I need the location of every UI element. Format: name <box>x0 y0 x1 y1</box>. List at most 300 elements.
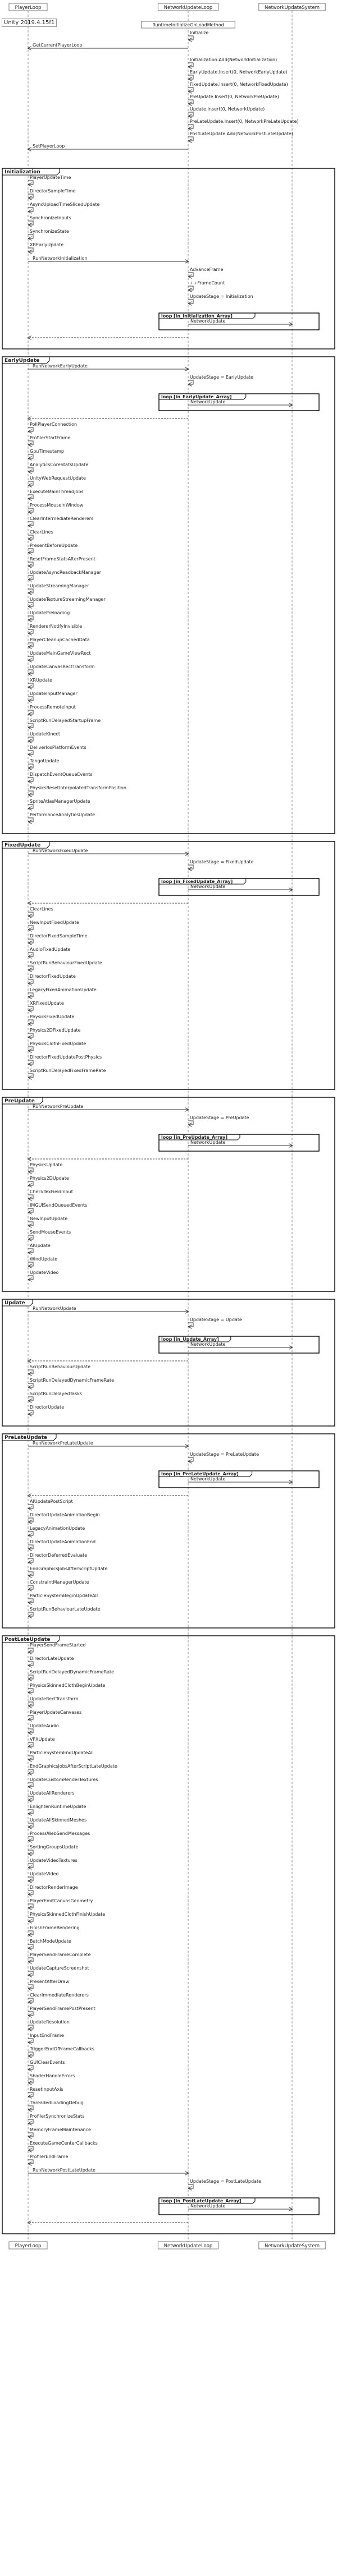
update-step-label: UpdateStage = EarlyUpdate <box>190 375 254 380</box>
playerloop-step-label: NewInputUpdate <box>30 1216 68 1221</box>
playerloop-step-arrow <box>28 966 33 970</box>
self-message-arrow <box>188 100 193 104</box>
loop-keyword: loop <box>161 314 172 319</box>
loop-message-label: NetworkUpdate <box>190 319 226 324</box>
playerloop-step-label: PollPlayerConnection <box>30 422 78 427</box>
playerloop-step-label: UpdatePreloading <box>30 610 70 615</box>
playerloop-step-label: UpdateKinect <box>30 732 60 737</box>
playerloop-step-label: GpuTimestamp <box>30 449 65 454</box>
playerloop-step-label: ClearLines <box>30 530 53 535</box>
playerloop-step-arrow <box>28 562 33 566</box>
playerloop-step-label: DeliverIosPlatformEvents <box>30 745 86 750</box>
loop-message-label: NetworkUpdate <box>190 1140 226 1145</box>
playerloop-step-label: DirectorFixedUpdate <box>30 974 76 979</box>
playerloop-step-label: IMGUISendQueuedEvents <box>30 1203 88 1208</box>
playerloop-step-label: ProfilerSynchronizeStats <box>30 2114 85 2119</box>
playerloop-step-arrow <box>28 2119 33 2123</box>
playerloop-step-label: ScriptRunBehaviourLateUpdate <box>30 1607 101 1612</box>
loop-message-label: NetworkUpdate <box>190 1342 226 1347</box>
playerloop-step-arrow <box>28 589 33 593</box>
self-message-label: PostLateUpdate.Add(NetworkPostLateUpdate) <box>190 131 293 136</box>
playerloop-step-label: PlayerSendFrameComplete <box>30 1952 91 1957</box>
playerloop-step-arrow <box>28 1944 33 1948</box>
playerloop-step-arrow <box>28 1599 33 1603</box>
playerloop-step-label: ScriptRunDelayedFixedFrameRate <box>30 1068 106 1073</box>
playerloop-step-label: NewInputFixedUpdate <box>30 920 79 925</box>
playerloop-step-label: ParticleSystemEndUpdateAll <box>30 1750 94 1755</box>
playerloop-step-arrow <box>28 616 33 620</box>
playerloop-step-label: ExecuteMainThreadJobs <box>30 489 84 494</box>
update-step-label: UpdateStage = Update <box>190 1317 242 1322</box>
playerloop-step-arrow <box>28 1020 33 1024</box>
update-step-arrow <box>188 865 193 869</box>
message-label: SetPlayerLoop <box>33 144 65 149</box>
playerloop-step-label: UpdateStreamingManager <box>30 583 89 588</box>
self-message-arrow <box>188 137 193 141</box>
playerloop-step-arrow <box>28 1715 33 1719</box>
playerloop-step-label: DirectorRenderImage <box>30 1885 78 1890</box>
update-step-label: UpdateStage = FixedUpdate <box>190 859 254 864</box>
playerloop-step-label: PhysicsResetInterpolatedTransformPosition <box>30 785 126 790</box>
playerloop-step-arrow <box>28 1917 33 1921</box>
playerloop-step-label: VFXUpdate <box>30 1737 55 1742</box>
playerloop-step-arrow <box>28 670 33 674</box>
loop-keyword: loop <box>161 1135 172 1140</box>
playerloop-step-arrow <box>28 1877 33 1881</box>
playerloop-step-label: ResetInputAxis <box>30 2087 63 2092</box>
playerloop-step-label: UpdateResolution <box>30 2020 70 2025</box>
self-message-label: Initialization.Add(NetworkInitialization) <box>190 57 277 62</box>
playerloop-step-arrow <box>28 1558 33 1562</box>
update-step-label: UpdateStage = PostLateUpdate <box>190 2179 262 2184</box>
playerloop-step-arrow <box>28 953 33 956</box>
loop-condition: [in_FixedUpdate_Array] <box>174 879 233 884</box>
self-message-arrow <box>188 63 193 67</box>
playerloop-step-arrow <box>28 1222 33 1226</box>
playerloop-step-arrow <box>28 697 33 701</box>
playerloop-step-arrow <box>28 1612 33 1616</box>
playerloop-step-label: TriggerEndOfFrameCallbacks <box>30 2046 94 2051</box>
loop-condition: [in_Update_Array] <box>174 1337 219 1342</box>
self-message-arrow <box>188 36 193 40</box>
playerloop-step-arrow <box>28 1276 33 1280</box>
playerloop-step-arrow <box>28 2133 33 2137</box>
loop-message-label: NetworkUpdate <box>190 2204 226 2209</box>
playerloop-step-arrow <box>28 1370 33 1374</box>
playerloop-step-label: ParticleSystemBeginUpdateAll <box>30 1593 98 1598</box>
playerloop-step-label: Physics2DUpdate <box>30 1176 69 1181</box>
loop-condition: [in_PreUpdate_Array] <box>174 1135 228 1140</box>
update-step-arrow <box>188 380 193 384</box>
playerloop-step-label: DirectorUpdate <box>30 1405 65 1410</box>
playerloop-step-label: ClearLines <box>30 907 53 912</box>
run-call-label: RunNetworkEarlyUpdate <box>33 364 88 369</box>
playerloop-step-arrow <box>28 643 33 647</box>
playerloop-step-label: UpdateCanvasRectTransform <box>30 664 95 669</box>
playerloop-step-label: AnalyticsCoreStatsUpdate <box>30 462 89 467</box>
self-message-arrow <box>188 125 193 128</box>
playerloop-step-label: DirectorDeferredEvaluate <box>30 1553 88 1558</box>
playerloop-step-label: DirectorLateUpdate <box>30 1656 74 1661</box>
update-step-arrow <box>188 1457 193 1461</box>
playerloop-step-arrow <box>28 818 33 822</box>
playerloop-step-arrow <box>28 764 33 768</box>
playerloop-step-label: LegacyFixedAnimationUpdate <box>30 987 97 992</box>
playerloop-step-arrow <box>28 778 33 781</box>
playerloop-step-label: RendererNotifyInvisible <box>30 624 83 629</box>
playerloop-step-arrow <box>28 1168 33 1172</box>
playerloop-step-label: ScriptRunBehaviourFixedUpdate <box>30 960 102 965</box>
playerloop-step-arrow <box>28 2146 33 2150</box>
update-step-label: UpdateStage = PreLateUpdate <box>190 1452 259 1457</box>
playerloop-step-label: MemoryFrameMaintenance <box>30 2127 91 2132</box>
playerloop-step-arrow <box>28 495 33 499</box>
playerloop-step-arrow <box>28 804 33 808</box>
update-step-label: AdvanceFrame <box>190 267 224 272</box>
playerloop-step-label: ThreadedLoadingDebug <box>30 2100 84 2105</box>
playerloop-step-arrow <box>28 683 33 687</box>
update-step-arrow <box>188 273 193 277</box>
playerloop-step-arrow <box>28 1823 33 1827</box>
playerloop-step-label: UpdateMainGameViewRect <box>30 651 91 656</box>
participant-label: PlayerLoop <box>15 5 42 11</box>
playerloop-step-arrow <box>28 1195 33 1199</box>
playerloop-step-arrow <box>28 427 33 431</box>
update-step-arrow <box>188 1323 193 1327</box>
playerloop-step-label: UpdateCaptureScreenshot <box>30 1966 89 1971</box>
playerloop-step-arrow <box>28 454 33 458</box>
playerloop-step-label: DirectorFixedSampleTime <box>30 933 88 939</box>
playerloop-step-arrow <box>28 2052 33 2056</box>
playerloop-step-arrow <box>28 576 33 579</box>
playerloop-step-label: UpdateVideo <box>30 1270 59 1275</box>
participant-label: NetworkUpdateSystem <box>265 5 320 11</box>
playerloop-step-arrow <box>28 1060 33 1064</box>
playerloop-step-arrow <box>28 1783 33 1787</box>
playerloop-step-label: PhysicsFixedUpdate <box>30 1014 75 1019</box>
group-title: PreUpdate <box>4 1098 35 1104</box>
playerloop-step-arrow <box>28 481 33 485</box>
run-call-label: RunNetworkInitialization <box>33 256 88 261</box>
playerloop-step-label: ScriptRunDelayedDynamicFrameRate <box>30 1669 115 1675</box>
playerloop-step-label: PlayerSendFrameStarted <box>30 1643 86 1648</box>
loop-keyword: loop <box>161 1471 172 1476</box>
playerloop-step-arrow <box>28 1756 33 1760</box>
playerloop-step-arrow <box>28 2025 33 2029</box>
playerloop-step-arrow <box>28 248 33 252</box>
loop-keyword: loop <box>161 1337 172 1342</box>
update-step-arrow <box>188 2184 193 2188</box>
playerloop-step-arrow <box>28 2106 33 2110</box>
playerloop-step-arrow <box>28 468 33 472</box>
playerloop-step-label: ProcessMouseInWindow <box>30 503 84 508</box>
playerloop-step-label: AIUpdatePostScript <box>30 1499 73 1504</box>
group-title: PreLateUpdate <box>4 1435 48 1441</box>
playerloop-step-arrow <box>28 1837 33 1841</box>
self-message-label: Initialize <box>190 30 209 35</box>
playerloop-step-label: PlayerEmitCanvasGeometry <box>30 1898 93 1903</box>
playerloop-step-arrow <box>28 221 33 225</box>
playerloop-step-arrow <box>28 1383 33 1387</box>
group-frame <box>2 1434 335 1628</box>
playerloop-step-label: UpdateVideo <box>30 1871 59 1876</box>
playerloop-step-arrow <box>28 1047 33 1051</box>
playerloop-step-label: PlayerCleanupCachedData <box>30 637 90 642</box>
group-title: EarlyUpdate <box>4 358 40 364</box>
playerloop-step-arrow <box>28 1729 33 1733</box>
loop-message-label: NetworkUpdate <box>190 1476 226 1482</box>
playerloop-step-arrow <box>28 710 33 714</box>
playerloop-step-label: PresentBeforeUpdate <box>30 543 78 548</box>
group-frame <box>2 1097 335 1291</box>
playerloop-step-label: XRUpdate <box>30 678 53 683</box>
playerloop-step-arrow <box>28 602 33 606</box>
playerloop-step-arrow <box>28 441 33 445</box>
playerloop-step-label: InputEndFrame <box>30 2033 64 2038</box>
playerloop-step-arrow <box>28 1904 33 1908</box>
playerloop-step-label: SortingGroupsUpdate <box>30 1844 79 1850</box>
playerloop-step-arrow <box>28 926 33 930</box>
playerloop-step-label: CheckTexFieldInput <box>30 1189 73 1194</box>
playerloop-step-arrow <box>28 1208 33 1212</box>
playerloop-step-arrow <box>28 508 33 512</box>
group-title: FixedUpdate <box>4 843 41 848</box>
playerloop-step-arrow <box>28 2092 33 2096</box>
playerloop-step-arrow <box>28 939 33 943</box>
run-call-label: RunNetworkFixedUpdate <box>33 848 88 853</box>
playerloop-step-arrow <box>28 629 33 633</box>
playerloop-step-label: AIUpdate <box>30 1243 51 1248</box>
playerloop-step-arrow <box>28 1810 33 1814</box>
playerloop-step-label: ClearImmediateRenderers <box>30 1993 89 1998</box>
playerloop-step-label: TangoUpdate <box>30 758 60 763</box>
playerloop-step-label: ProfilerStartFrame <box>30 435 71 440</box>
playerloop-step-arrow <box>28 1545 33 1549</box>
update-step-label: UpdateStage = Initialization <box>190 294 253 299</box>
playerloop-step-arrow <box>28 535 33 539</box>
group-title: Update <box>4 1300 25 1306</box>
playerloop-step-label: WindUpdate <box>30 1257 58 1262</box>
self-message-label: Update.Insert(0, NetworkUpdate) <box>190 107 265 112</box>
playerloop-step-label: BatchModeUpdate <box>30 1939 71 1944</box>
playerloop-step-label: UpdateInputManager <box>30 691 78 696</box>
playerloop-step-arrow <box>28 1585 33 1589</box>
playerloop-step-label: SendMouseEvents <box>30 1230 71 1235</box>
participant-label: NetworkUpdateLoop <box>163 2243 213 2249</box>
playerloop-step-label: ProcessWebSendMessages <box>30 1831 90 1836</box>
playerloop-step-arrow <box>28 1769 33 1773</box>
playerloop-step-label: SynchronizeState <box>30 229 69 234</box>
playerloop-step-arrow <box>28 912 33 916</box>
playerloop-step-arrow <box>28 1675 33 1679</box>
playerloop-step-label: PlayerUpdateTime <box>30 175 71 180</box>
loop-condition: [in_PostLateUpdate_Array] <box>174 2198 242 2204</box>
playerloop-step-arrow <box>28 1074 33 1078</box>
playerloop-step-arrow <box>28 1505 33 1508</box>
message-label: GetCurrentPlayerLoop <box>33 43 83 48</box>
loop-keyword: loop <box>161 2198 172 2204</box>
playerloop-step-label: SynchronizeInputs <box>30 215 71 220</box>
playerloop-step-label: DirectorSampleTime <box>30 188 76 194</box>
playerloop-step-arrow <box>28 1518 33 1522</box>
loop-keyword: loop <box>161 394 172 399</box>
playerloop-step-arrow <box>28 2039 33 2043</box>
participant-label: NetworkUpdateLoop <box>163 5 213 11</box>
playerloop-step-arrow <box>28 1662 33 1666</box>
playerloop-step-arrow <box>28 1572 33 1576</box>
playerloop-step-label: ProfilerEndFrame <box>30 2154 69 2159</box>
playerloop-step-arrow <box>28 1931 33 1935</box>
playerloop-step-label: SpriteAtlasManagerUpdate <box>30 799 90 804</box>
loop-message-label: NetworkUpdate <box>190 399 226 404</box>
playerloop-step-label: GUIClearEvents <box>30 2060 65 2065</box>
playerloop-step-label: ExecuteGameCenterCallbacks <box>30 2141 98 2146</box>
playerloop-step-arrow <box>28 1850 33 1854</box>
playerloop-step-arrow <box>28 1689 33 1692</box>
playerloop-step-label: ScriptRunDelayedStartupFrame <box>30 718 101 723</box>
playerloop-step-label: UpdateTextureStreamingManager <box>30 597 106 602</box>
playerloop-step-arrow <box>28 751 33 755</box>
playerloop-step-label: XRFixedUpdate <box>30 1001 64 1006</box>
playerloop-step-arrow <box>28 1702 33 1706</box>
update-step-arrow <box>188 300 193 303</box>
run-call-label: RunNetworkPreLateUpdate <box>33 1441 93 1446</box>
playerloop-step-arrow <box>28 993 33 997</box>
playerloop-step-label: ScriptRunBehaviourUpdate <box>30 1364 91 1369</box>
playerloop-step-arrow <box>28 1006 33 1010</box>
note-label: RuntimeInitializeOnLoadMethod <box>152 22 224 27</box>
playerloop-step-arrow <box>28 656 33 660</box>
loop-condition: [in_EarlyUpdate_Array] <box>174 394 232 399</box>
playerloop-step-label: PhysicsSkinnedClothFinishUpdate <box>30 1912 106 1917</box>
playerloop-step-arrow <box>28 1262 33 1266</box>
run-call-label: RunNetworkPostLateUpdate <box>33 2168 95 2173</box>
playerloop-step-label: ClearIntermediateRenderers <box>30 516 94 521</box>
playerloop-step-label: FinishFrameRendering <box>30 1925 80 1930</box>
playerloop-step-arrow <box>28 1958 33 1962</box>
playerloop-step-label: AudioFixedUpdate <box>30 947 71 952</box>
playerloop-step-arrow <box>28 2079 33 2083</box>
playerloop-step-label: DispatchEventQueueEvents <box>30 772 93 777</box>
playerloop-step-arrow <box>28 1890 33 1894</box>
self-message-label: PreUpdate.Insert(0, NetworkPreUpdate) <box>190 94 279 99</box>
diagram-title: Unity 2019.4.15f1 <box>2 19 57 27</box>
loop-condition: [in_PreLateUpdate_Array] <box>174 1471 239 1476</box>
playerloop-step-arrow <box>28 1235 33 1239</box>
group-title: Initialization <box>4 169 40 175</box>
self-message-arrow <box>188 75 193 79</box>
playerloop-step-label: DirectorUpdateAnimationEnd <box>30 1539 96 1544</box>
playerloop-step-arrow <box>28 2160 33 2164</box>
loop-message-label: NetworkUpdate <box>190 884 226 889</box>
playerloop-step-arrow <box>28 2012 33 2016</box>
playerloop-step-arrow <box>28 724 33 728</box>
playerloop-step-arrow <box>28 2066 33 2069</box>
playerloop-step-label: DirectorUpdateAnimationBegin <box>30 1512 100 1517</box>
self-message-label: PreLateUpdate.Insert(0, NetworkPreLateUpdate) <box>190 119 299 124</box>
self-message-label: FixedUpdate.Insert(0, NetworkFixedUpdate) <box>190 82 288 87</box>
playerloop-step-label: LegacyAnimationUpdate <box>30 1526 85 1531</box>
playerloop-step-arrow <box>28 1985 33 1989</box>
loop-condition: [in_Initialization_Array] <box>174 314 233 319</box>
playerloop-step-label: DirectorFixedUpdatePostPhysics <box>30 1055 102 1060</box>
playerloop-step-label: UnityWebRequestUpdate <box>30 476 86 481</box>
update-step-arrow <box>188 1121 193 1125</box>
group-title: PostLateUpdate <box>4 1637 51 1643</box>
playerloop-step-label: PhysicsSkinnedClothBeginUpdate <box>30 1683 106 1688</box>
playerloop-step-arrow <box>28 979 33 983</box>
playerloop-step-arrow <box>28 181 33 185</box>
playerloop-step-label: ResetFrameStatsAfterPresent <box>30 556 95 562</box>
run-call-label: RunNetworkUpdate <box>33 1306 76 1311</box>
participant-label: NetworkUpdateSystem <box>265 2243 320 2249</box>
playerloop-step-arrow <box>28 791 33 795</box>
playerloop-step-label: Physics2DFixedUpdate <box>30 1028 81 1033</box>
playerloop-step-label: ScriptRunDelayedDynamicFrameRate <box>30 1378 115 1383</box>
playerloop-step-arrow <box>28 1410 33 1414</box>
playerloop-step-label: UpdateCustomRenderTextures <box>30 1777 98 1782</box>
playerloop-step-label: UpdateVideoTextures <box>30 1858 78 1863</box>
run-call-label: RunNetworkPreUpdate <box>33 1104 84 1109</box>
playerloop-step-label: UpdateAllSkinnedMeshes <box>30 1818 87 1823</box>
playerloop-step-label: UpdateRectTransform <box>30 1696 79 1701</box>
playerloop-step-label: UpdateAsyncReadbackManager <box>30 570 101 575</box>
update-step-arrow <box>188 286 193 290</box>
playerloop-step-label: EnlightenRuntimeUpdate <box>30 1804 86 1809</box>
playerloop-step-arrow <box>28 1531 33 1535</box>
self-message-arrow <box>188 88 193 91</box>
playerloop-step-arrow <box>28 1864 33 1867</box>
playerloop-step-arrow <box>28 234 33 238</box>
playerloop-step-arrow <box>28 208 33 211</box>
playerloop-step-label: PhysicsUpdate <box>30 1162 63 1167</box>
playerloop-step-label: ShaderHandleErrors <box>30 2073 75 2078</box>
self-message-arrow <box>188 112 193 116</box>
self-message-label: EarlyUpdate.Insert(0, NetworkEarlyUpdate) <box>190 70 288 75</box>
update-step-label: UpdateStage = PreUpdate <box>190 1115 249 1120</box>
playerloop-step-label: ProcessRemoteInput <box>30 705 76 710</box>
playerloop-step-label: PerformanceAnalyticsUpdate <box>30 812 95 817</box>
playerloop-step-label: ConstraintManagerUpdate <box>30 1580 89 1585</box>
playerloop-step-label: PlayerSendFramePostPresent <box>30 2006 95 2011</box>
playerloop-step-arrow <box>28 522 33 526</box>
playerloop-step-arrow <box>28 737 33 741</box>
playerloop-step-arrow <box>28 1742 33 1746</box>
playerloop-step-arrow <box>28 1971 33 1975</box>
playerloop-step-label: ScriptRunDelayedTasks <box>30 1391 82 1396</box>
playerloop-step-arrow <box>28 549 33 553</box>
playerloop-step-label: UpdateAllRenderers <box>30 1791 75 1796</box>
playerloop-step-label: EndGraphicsJobsAfterScriptLateUpdate <box>30 1764 117 1769</box>
playerloop-step-label: PresentAfterDraw <box>30 1979 70 1984</box>
playerloop-step-label: PlayerUpdateCanvases <box>30 1710 82 1715</box>
update-step-label: ++FrameCount <box>190 280 225 286</box>
playerloop-step-arrow <box>28 194 33 198</box>
playerloop-step-label: XREarlyUpdate <box>30 242 64 247</box>
playerloop-step-label: PhysicsClothFixedUpdate <box>30 1041 86 1046</box>
playerloop-step-arrow <box>28 1181 33 1185</box>
playerloop-step-arrow <box>28 1796 33 1800</box>
loop-keyword: loop <box>161 879 172 884</box>
playerloop-step-arrow <box>28 1648 33 1652</box>
playerloop-step-arrow <box>28 1249 33 1253</box>
playerloop-step-label: UpdateAudio <box>30 1723 59 1728</box>
playerloop-step-arrow <box>28 1397 33 1401</box>
participant-label: PlayerLoop <box>15 2243 42 2249</box>
playerloop-step-label: EndGraphicsJobsAfterScriptUpdate <box>30 1566 108 1571</box>
playerloop-step-label: AsyncUploadTimeSlicedUpdate <box>30 202 100 207</box>
playerloop-step-arrow <box>28 1998 33 2002</box>
